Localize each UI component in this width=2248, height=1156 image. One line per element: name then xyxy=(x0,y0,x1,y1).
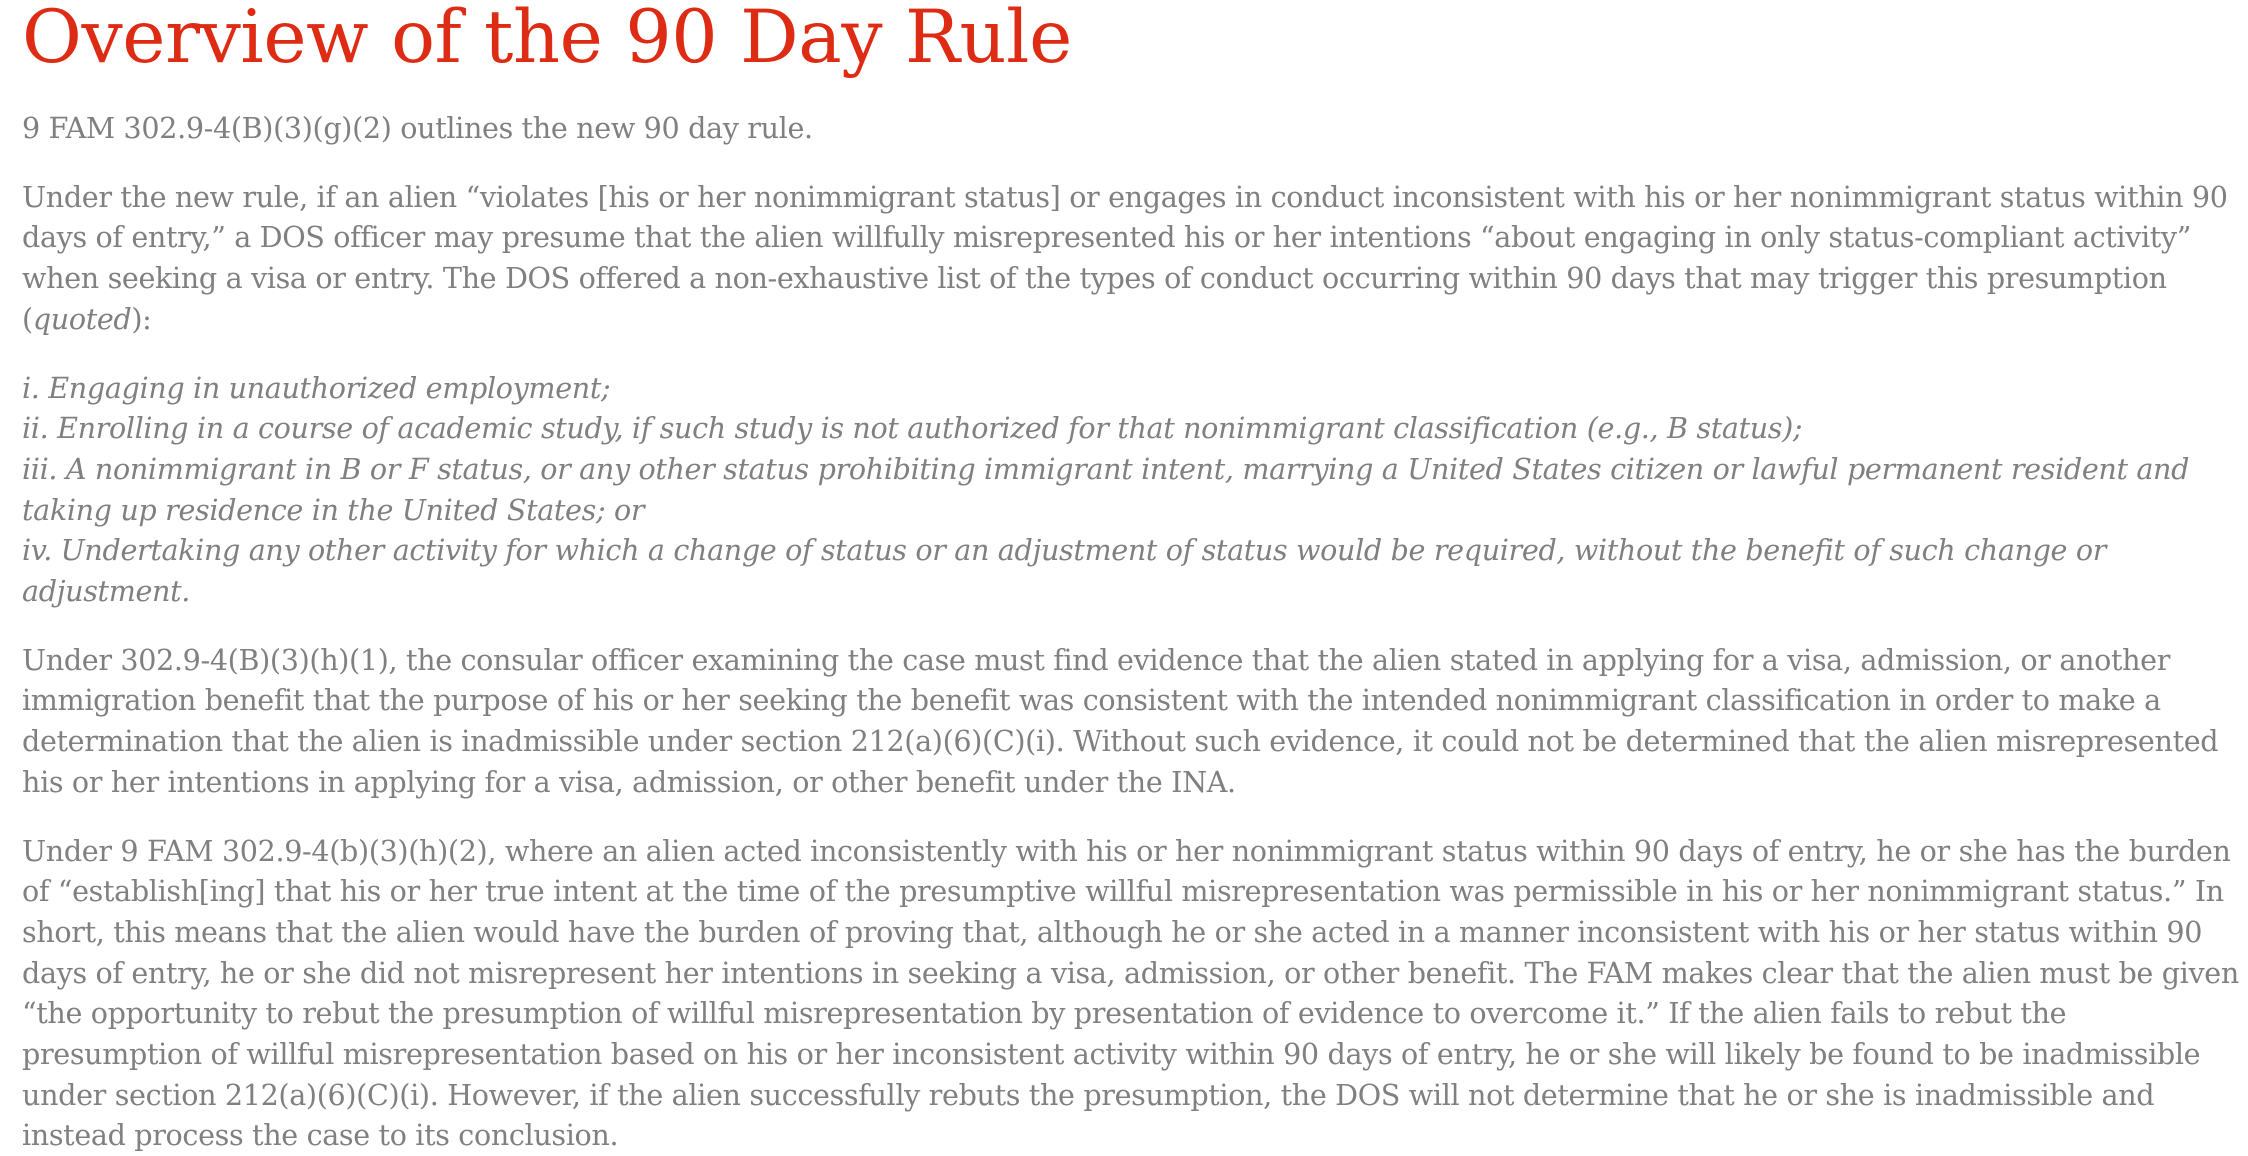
rule-description-text: Under the new rule, if an alien “violates [his or her nonimmigrant status] or engages in conduct inconsistent with his or her nonimmigrant status within 90 days of entry,” a DOS officer may presume that the alien willfully misrepresented his or her intentions “about engaging in only status-compliant activity” when seeking a visa or entry. The DOS offered a non-exhaustive list of the types of conduct occurring within 90 days that may trigger this presumption ( xyxy=(22,179,2228,336)
page-title: Overview of the 90 Day Rule xyxy=(22,0,1072,80)
list-item: iv. Undertaking any other activity for which a change of status or an adjustment of status would be required, without the benefit of such change or adjustment. xyxy=(22,533,2107,609)
rule-description-suffix: ): xyxy=(131,301,152,336)
list-item: ii. Enrolling in a course of academic study, if such study is not authorized for that nonimmigrant classification (e.g., B status); xyxy=(22,411,1803,446)
conduct-list xyxy=(22,368,2248,612)
rule-description-paragraph xyxy=(22,177,2248,340)
burden-of-proof-paragraph: Under 9 FAM 302.9-4(b)(3)(h)(2), where an alien acted inconsistently with his or her nonimmigrant status within 90 days of entry, he or she has the burden of “establish[ing] that his or her true intent at the time of the presumptive willful misrepresentation was permissible in his or her nonimmigrant status.” In short, this means that the alien would have the burden of proving that, although he or she acted in a manner inconsistent with his or her status within 90 days of entry, he or she did not misrepresent her intentions in seeking a visa, admission, or other benefit. The FAM makes clear that the alien must be given “the opportunity to rebut the presumption of willful misrepresentation by presentation of evidence to overcome it.” If the alien fails to rebut the presumption of willful misrepresentation based on his or her inconsistent activity within 90 days of entry, he or she will likely be found to be inadmissible under section 212(a)(6)(C)(i). However, if the alien successfully rebuts the presumption, the DOS will not determine that he or she is inadmissible and instead process the case to its conclusion. xyxy=(22,833,2239,1153)
quoted-emphasis: quoted xyxy=(32,301,132,336)
list-item: i. Engaging in unauthorized employment; xyxy=(22,370,611,405)
list-item: iii. A nonimmigrant in B or F status, or any other status prohibiting immigrant intent, marrying a United States citizen or lawful permanent resident and taking up residence in the United States; or xyxy=(22,451,2190,527)
intro-paragraph: 9 FAM 302.9-4(B)(3)(g)(2) outlines the new 90 day rule. xyxy=(22,111,813,145)
consular-evidence-paragraph: Under 302.9-4(B)(3)(h)(1), the consular officer examining the case must find evidence that the alien stated in applying for a visa, admission, or another immigration benefit that the purpose of his or her seeking the benefit was consistent with the intended nonimmigrant classification in order to make a determination that the alien is inadmissible under section 212(a)(6)(C)(i). Without such evidence, it could not be determined that the alien misrepresented his or her intentions in applying for a visa, admission, or other benefit under the INA. xyxy=(22,642,2219,799)
